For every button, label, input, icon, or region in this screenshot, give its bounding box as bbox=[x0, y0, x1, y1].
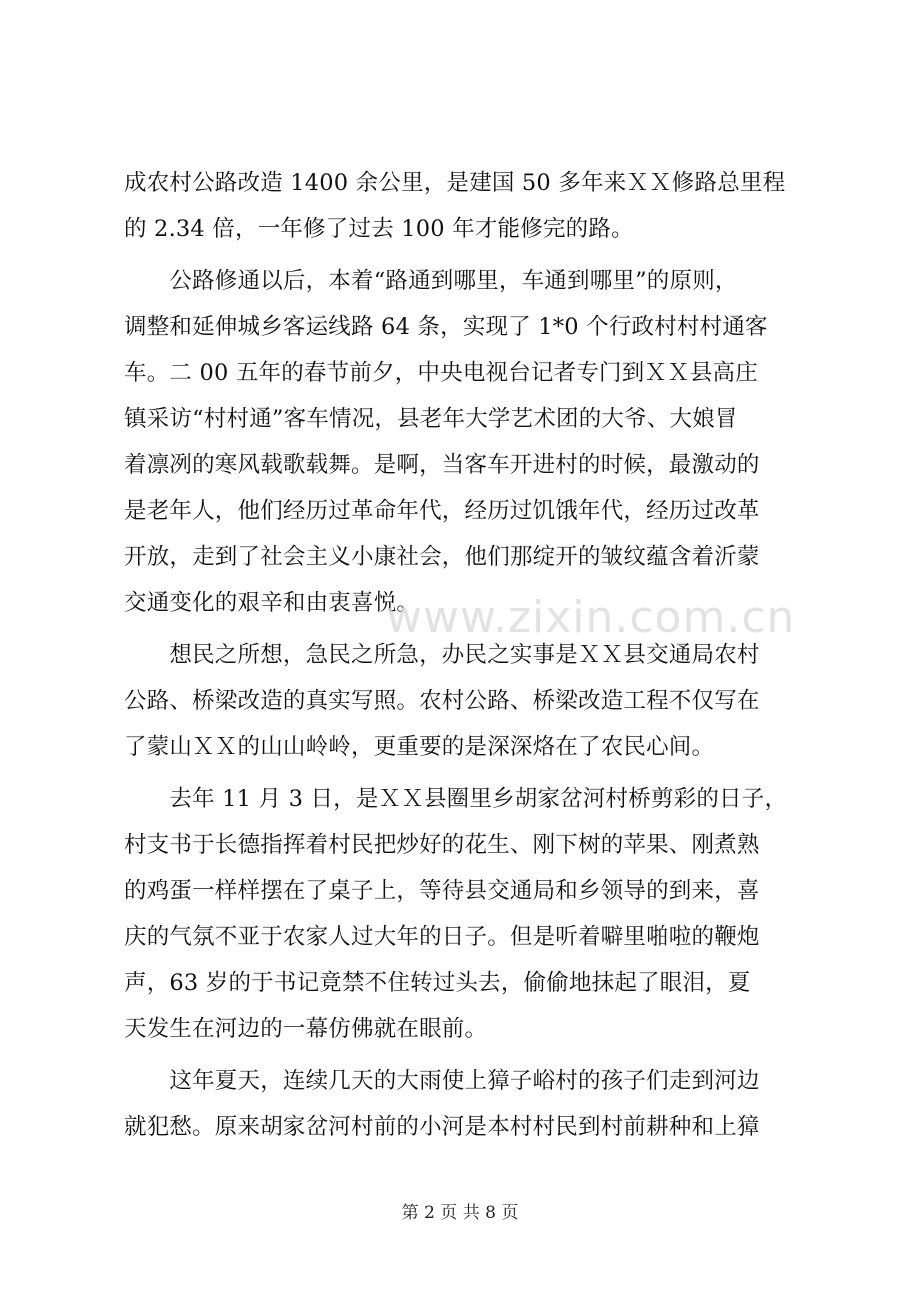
text-line: 庆的气氛不亚于农家人过大年的日子。但是听着噼里啪啦的鞭炮 bbox=[124, 924, 760, 950]
text-line: 村支书于长德指挥着村民把炒好的花生、刚下树的苹果、刚煮熟 bbox=[124, 832, 760, 858]
text-line: 声，63 岁的于书记竟禁不住转过头去，偷偷地抹起了眼泪，夏 bbox=[124, 970, 751, 996]
text-line: 的 2.34 倍，一年修了过去 100 年才能修完的路。 bbox=[124, 216, 634, 242]
text-line: 成农村公路改造 1400 余公里，是建国 50 多年来ＸＸ修路总里程 bbox=[124, 170, 786, 196]
text-line: 调整和延伸城乡客运线路 64 条，实现了 1*0 个行政村村村通客 bbox=[124, 314, 768, 340]
text-line: 了蒙山ＸＸ的山山岭岭，更重要的是深深烙在了农民心间。 bbox=[124, 734, 715, 760]
text-line: 镇采访“村村通”客车情况，县老年大学艺术团的大爷、大娘冒 bbox=[124, 406, 738, 432]
text-line: 天发生在河边的一幕仿佛就在眼前。 bbox=[124, 1016, 488, 1042]
page-footer: 第 2 页 共 8 页 bbox=[401, 1203, 519, 1223]
text-line: 是老年人，他们经历过革命年代，经历过饥饿年代，经历过改革 bbox=[124, 498, 760, 524]
text-line: 去年 11 月 3 日，是ＸＸ县圈里乡胡家岔河村桥剪彩的日子， bbox=[124, 786, 788, 812]
text-line: 交通变化的艰辛和由衷喜悦。 bbox=[124, 590, 420, 616]
text-line: 着凛冽的寒风载歌载舞。是啊，当客车开进村的时候，最激动的 bbox=[124, 452, 760, 478]
text-line: 公路、桥梁改造的真实写照。农村公路、桥梁改造工程不仅写在 bbox=[124, 688, 760, 714]
text-line: 的鸡蛋一样样摆在了桌子上，等待县交通局和乡领导的到来，喜 bbox=[124, 878, 760, 904]
text-line: 这年夏天，连续几天的大雨使上獐子峪村的孩子们走到河边 bbox=[124, 1068, 760, 1094]
text-line: 车。二 00 五年的春节前夕，中央电视台记者专门到ＸＸ县高庄 bbox=[124, 360, 758, 386]
text-line: 开放，走到了社会主义小康社会，他们那绽开的皱纹蕴含着沂蒙 bbox=[124, 544, 760, 570]
text-line: 想民之所想，急民之所急，办民之实事是ＸＸ县交通局农村 bbox=[124, 642, 760, 668]
text-line: 公路修通以后，本着“路通到哪里，车通到哪里”的原则， bbox=[124, 268, 738, 294]
watermark: www.zixin.com.cn bbox=[386, 592, 796, 643]
text-line: 就犯愁。原来胡家岔河村前的小河是本村村民到村前耕种和上獐 bbox=[124, 1114, 760, 1140]
